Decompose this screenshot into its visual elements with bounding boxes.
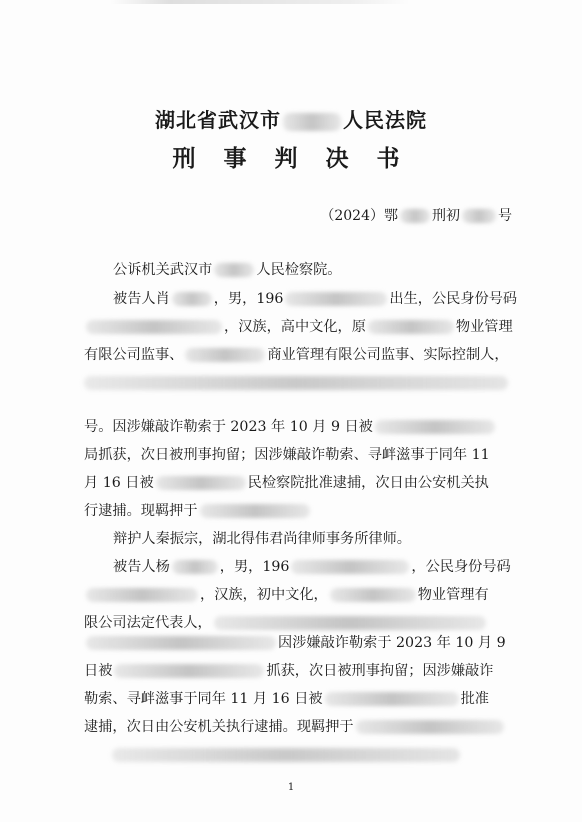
text-line: 因涉嫌敲诈勒索于 2023 年 10 月 9 <box>84 632 506 654</box>
text-line: 行逮捕。现羁押于 <box>84 500 312 522</box>
text-line: 被告人肖 ，男，196 出生，公民身份号码 <box>113 291 518 307</box>
redacted-region <box>325 692 459 706</box>
redacted-region <box>172 560 218 574</box>
redacted-region <box>86 320 222 334</box>
redacted-region <box>400 209 430 223</box>
text-line: 辩护人秦振宗，湖北得伟君尚律师事务所律师。 <box>113 531 411 547</box>
redacted-region <box>285 292 387 306</box>
redacted-region <box>185 348 265 362</box>
redacted-region <box>375 420 495 434</box>
redacted-region <box>356 720 504 734</box>
document-title: 刑 事 判 决 书 <box>172 145 410 172</box>
redacted-line <box>84 376 508 390</box>
redacted-line <box>112 748 460 762</box>
redacted-region <box>330 588 416 602</box>
redacted-region <box>86 636 276 650</box>
text-line: 局抓获，次日被刑事拘留；因涉嫌敲诈勒索、寻衅滋事于同年 11 <box>84 447 490 463</box>
redacted-region <box>86 588 198 602</box>
text-line: 被告人杨 ，男，196 ，公民身份号码 <box>113 559 511 575</box>
redacted-region <box>283 113 341 131</box>
redacted-region <box>114 664 264 678</box>
redacted-region <box>214 263 254 277</box>
redacted-region <box>172 292 212 306</box>
text-line: 勒索、寻衅滋事于同年 11 月 16 日被 批准 <box>84 691 489 707</box>
court-name: 湖北省武汉市 人民法院 <box>155 108 427 132</box>
text-line: ，汉族，初中文化， 物业管理有 <box>84 584 489 606</box>
scan-edge-shadow <box>110 0 410 4</box>
redacted-region <box>368 320 454 334</box>
redacted-region <box>200 504 310 518</box>
text-line: ，汉族，高中文化，原 物业管理 <box>84 316 513 338</box>
text-line: 日被 抓获，次日被刑事拘留；因涉嫌敲诈 <box>84 663 494 679</box>
text-line: 月 16 日被 民检察院批准逮捕，次日由公安机关执 <box>84 475 489 491</box>
text-line: 限公司法定代表人， <box>84 612 488 634</box>
redacted-region <box>214 616 486 630</box>
text-line: 号。因涉嫌敲诈勒索于 2023 年 10 月 9 日被 <box>84 416 497 438</box>
redacted-region <box>291 560 409 574</box>
text-line: 有限公司监事、 商业管理有限公司监事、实际控制人， <box>84 347 509 363</box>
text-line: 公诉机关武汉市 人民检察院。 <box>113 262 342 278</box>
page-number: 1 <box>287 782 295 793</box>
redacted-region <box>462 209 496 223</box>
case-number: （2024）鄂 刑初 号 <box>320 208 512 224</box>
redacted-region <box>156 476 246 490</box>
text-line: 逮捕，次日由公安机关执行逮捕。现羁押于 <box>84 716 506 738</box>
